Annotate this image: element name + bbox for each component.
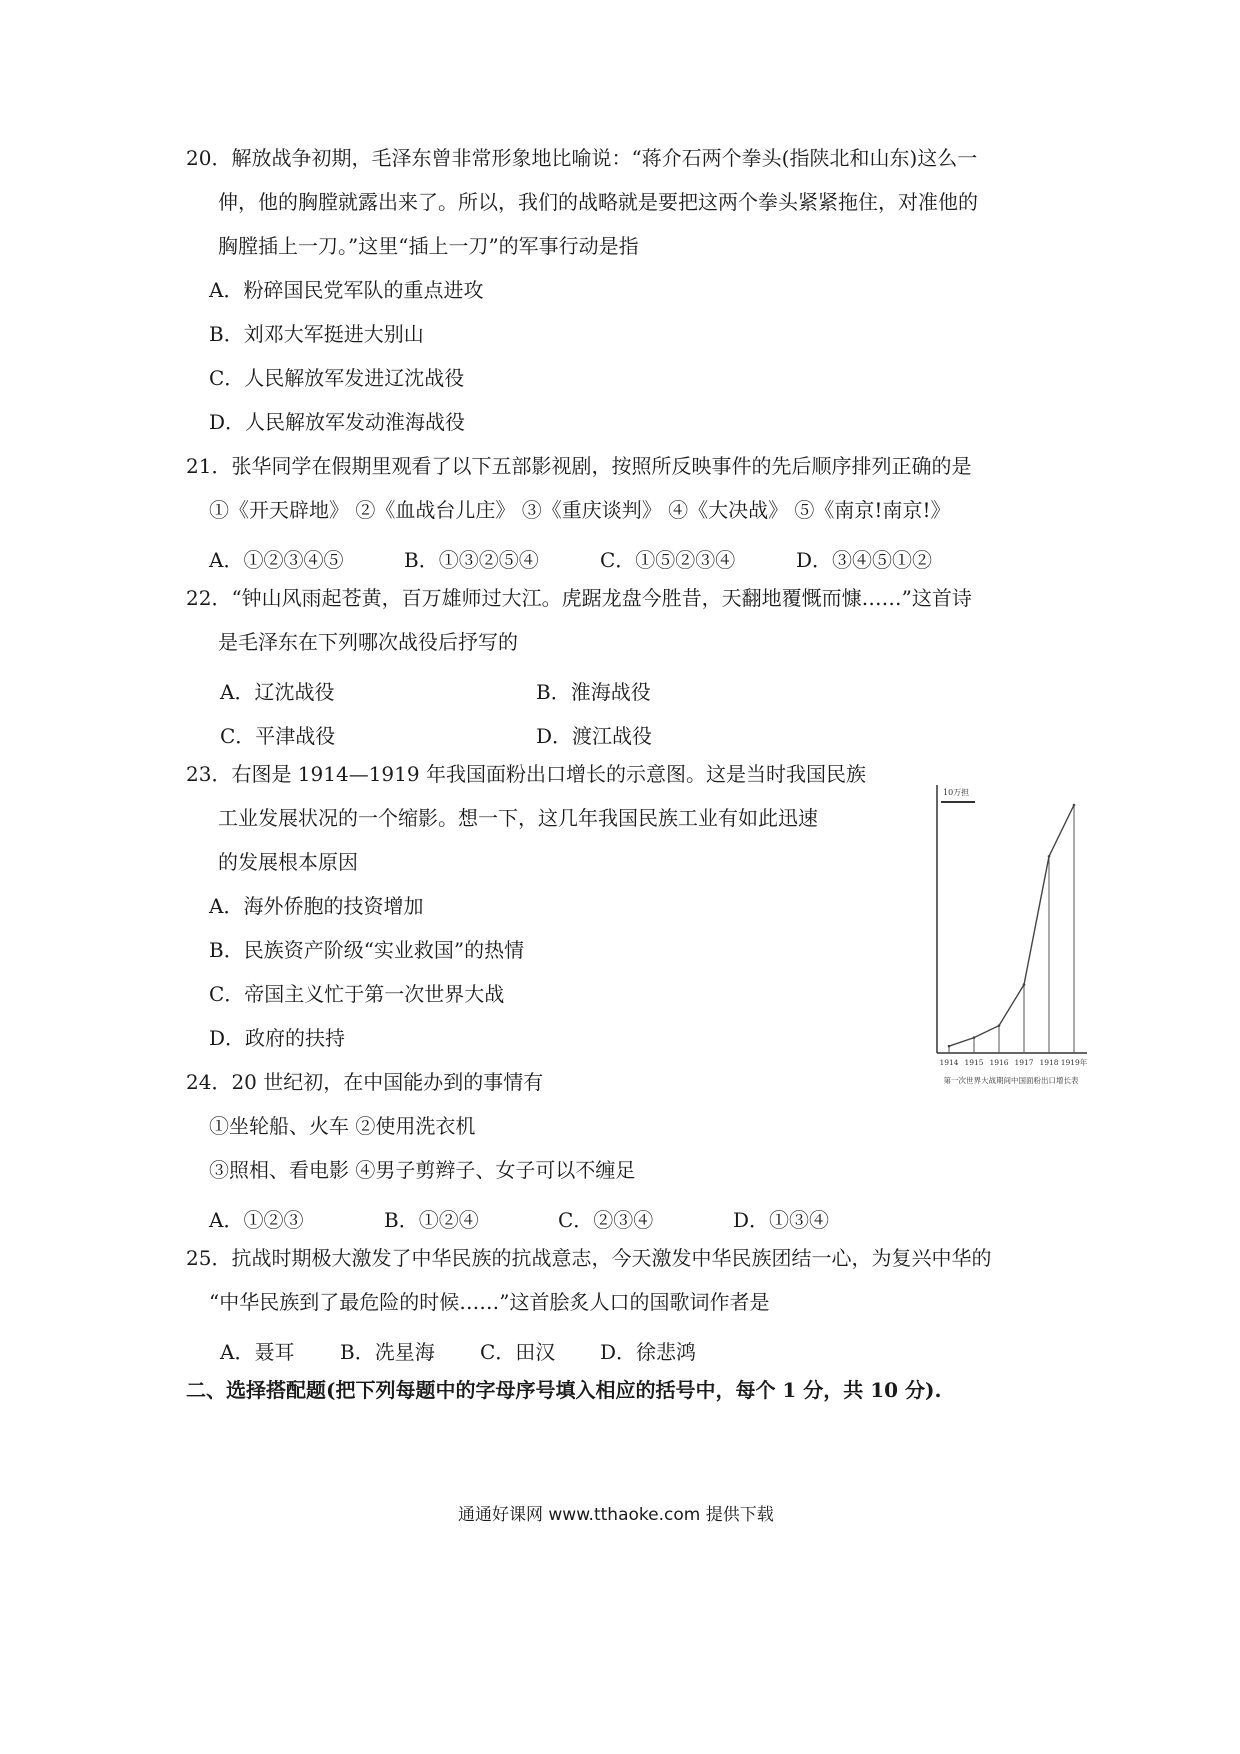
footer-credit: 通通好课网 www.tthaoke.com 提供下载 [458, 1505, 774, 1525]
q25-option-a: A．聂耳 [220, 1340, 295, 1364]
q25-option-d: D．徐悲鸿 [600, 1340, 697, 1364]
q20-option-b: B．刘邓大军挺进大别山 [209, 322, 424, 346]
q24-option-a: A．①②③ [209, 1208, 304, 1232]
q25-option-b: B．冼星海 [340, 1340, 435, 1364]
chart-point-1914 [948, 1045, 951, 1048]
q21-option-a: A．①②③④⑤ [209, 548, 344, 572]
chart-point-1915 [973, 1036, 976, 1039]
q20-option-a: A．粉碎国民党军队的重点进攻 [209, 278, 484, 302]
q22-option-c: C．平津战役 [220, 724, 336, 748]
q22-option-a: A．辽沈战役 [220, 680, 335, 704]
q21-film-list: ①《开天辟地》 ②《血战台儿庄》 ③《重庆谈判》 ④《大决战》 ⑤《南京!南京!》 [209, 498, 951, 522]
q23-option-b: B．民族资产阶级“实业救国”的热情 [209, 938, 525, 962]
q22-option-b: B．淮海战役 [536, 680, 651, 704]
chart-x-tick-label: 1917 [1014, 1058, 1034, 1067]
chart-point-1918 [1048, 855, 1051, 858]
q20-stem-line-3: 胸膛插上一刀。”这里“插上一刀”的军事行动是指 [218, 234, 639, 258]
q20-option-c: C．人民解放军发进辽沈战役 [209, 366, 465, 390]
q20-stem-line-1: 20．解放战争初期，毛泽东曾非常形象地比喻说：“蒋介石两个拳头(指陕北和山东)这么一 [186, 146, 978, 170]
q23-option-a: A．海外侨胞的技资增加 [209, 894, 424, 918]
chart-caption: 第一次世界大战期间中国面粉出口增长表 [943, 1076, 1079, 1085]
q22-option-d: D．渡江战役 [536, 724, 653, 748]
q24-items-line-1: ①坐轮船、火车 ②使用洗衣机 [209, 1114, 476, 1138]
q20-stem-line-2: 伸，他的胸膛就露出来了。所以，我们的战略就是要把这两个拳头紧紧拖住，对准他的 [218, 190, 978, 214]
q24-items-line-2: ③照相、看电影 ④男子剪辫子、女子可以不缠足 [209, 1158, 636, 1182]
q22-stem-line-2: 是毛泽东在下列哪次战役后抒写的 [218, 630, 518, 654]
chart-x-tick-label: 1915 [964, 1058, 984, 1067]
q23-option-c: C．帝国主义忙于第一次世界大战 [209, 982, 505, 1006]
flour-export-chart [915, 775, 1095, 1095]
chart-x-tick-label: 1916 [989, 1058, 1009, 1067]
q23-stem-line-2: 工业发展状况的一个缩影。想一下，这几年我国民族工业有如此迅速 [218, 806, 818, 830]
q23-stem-line-1: 23．右图是 1914—1919 年我国面粉出口增长的示意图。这是当时我国民族 [186, 762, 866, 786]
q25-option-c: C．田汉 [480, 1340, 556, 1364]
q20-option-d: D．人民解放军发动淮海战役 [209, 410, 466, 434]
q24-option-c: C．②③④ [558, 1208, 654, 1232]
chart-point-1917 [1023, 983, 1026, 986]
chart-series-line [949, 805, 1074, 1046]
q25-stem-line-2: “中华民族到了最危险的时候……”这首脍炙人口的国歌词作者是 [209, 1290, 770, 1314]
q23-option-d: D．政府的扶持 [209, 1026, 346, 1050]
q21-stem-line-1: 21．张华同学在假期里观看了以下五部影视剧，按照所反映事件的先后顺序排列正确的是 [186, 454, 972, 478]
chart-x-tick-label: 1914 [939, 1058, 959, 1067]
q21-option-d: D．③④⑤①② [796, 548, 933, 572]
q23-stem-line-3: 的发展根本原因 [218, 850, 358, 874]
chart-point-1919年 [1073, 804, 1076, 807]
q25-stem-line-1: 25．抗战时期极大激发了中华民族的抗战意志，今天激发中华民族团结一心，为复兴中华的 [186, 1246, 992, 1270]
q24-option-b: B．①②④ [384, 1208, 479, 1232]
chart-marks [939, 804, 1087, 1067]
section-2-heading: 二、选择搭配题(把下列每题中的字母序号填入相应的括号中，每个 1 分，共 10 分). [186, 1378, 942, 1402]
q24-stem: 24．20 世纪初，在中国能办到的事情有 [186, 1070, 544, 1094]
chart-x-tick-label: 1919年 [1060, 1058, 1088, 1067]
chart-point-1916 [998, 1024, 1001, 1027]
q21-option-c: C．①⑤②③④ [600, 548, 736, 572]
q24-option-d: D．①③④ [733, 1208, 830, 1232]
q22-stem-line-1: 22．“钟山风雨起苍黄，百万雄师过大江。虎踞龙盘今胜昔，天翻地覆慨而慷……”这首诗 [186, 586, 972, 610]
chart-x-tick-label: 1918 [1039, 1058, 1059, 1067]
chart-scale-label: 10万担 [943, 788, 970, 797]
q21-option-b: B．①③②⑤④ [404, 548, 539, 572]
